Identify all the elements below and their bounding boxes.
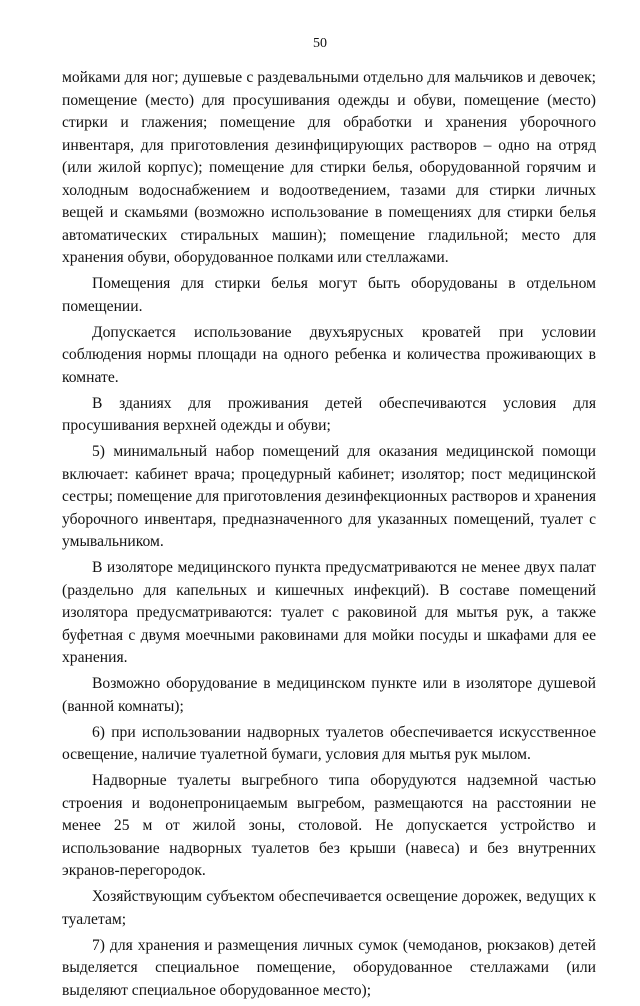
document-body	[62, 67, 596, 1006]
paragraph-10: Хозяйствующим субъектом обеспечивается освещение дорожек, ведущих к туалетам;	[62, 888, 596, 928]
paragraph-2: Помещения для стирки белья могут быть оборудованы в отдельном помещении.	[62, 275, 596, 315]
paragraph-1: мойками для ног; душевые с раздевальными отдельно для мальчиков и девочек; помещение (место) для просушивания одежды и обуви, помещение (место) стирки и глажения; помещение для обработки и хранения уборочного инвентаря, для приготовления дезинфицирующих растворов – одно на отряд (или жилой корпус); помещение для стирки белья, оборудованной горячим и холодным водоснабжением и водоотведением, тазами для стирки личных вещей и скамьями (возможно использование в помещениях для стирки белья автоматических стиральных машин); помещение гладильной; место для хранения обуви, оборудованное полками или стеллажами.	[62, 69, 596, 266]
paragraph-8: 6) при использовании надворных туалетов обеспечивается искусственное освещение, наличие туалетной бумаги, условия для мытья рук мылом.	[62, 723, 596, 763]
page-number: 50	[313, 36, 327, 51]
paragraph-3: Допускается использование двухъярусных кроватей при условии соблюдения нормы площади на одного ребенка и количества проживающих в комнате.	[62, 323, 596, 386]
paragraph-7: Возможно оборудование в медицинском пункте или в изоляторе душевой (ванной комнаты);	[62, 675, 596, 715]
paragraph-5: 5) минимальный набор помещений для оказания медицинской помощи включает: кабинет врача; процедурный кабинет; изолятор; пост медицинской сестры; помещение для приготовления дезинфекционных растворов и хранения уборочного инвентаря, предназначенного для указанных помещений, туалет с умывальником.	[62, 443, 596, 550]
paragraph-4: В зданиях для проживания детей обеспечиваются условия для просушивания верхней одежды и обуви;	[62, 394, 596, 434]
paragraph-9: Надворные туалеты выгребного типа оборудуются надземной частью строения и водонепроницаемым выгребом, размещаются на расстоянии не менее 25 м от жилой зоны, столовой. Не допускается устройство и использование надворных туалетов без крыши (навеса) и без внутренних экранов-перегородок.	[62, 772, 596, 879]
paragraph-6: В изоляторе медицинского пункта предусматриваются не менее двух палат (раздельно для капельных и кишечных инфекций). В составе помещений изолятора предусматриваются: туалет с раковиной для мытья рук, а также буфетная с двумя моечными раковинами для мойки посуды и шкафами для ее хранения.	[62, 559, 596, 666]
paragraph-11: 7) для хранения и размещения личных сумок (чемоданов, рюкзаков) детей выделяется специальное помещение, оборудованное стеллажами (или выделяют специальное оборудованное место);	[62, 936, 596, 999]
